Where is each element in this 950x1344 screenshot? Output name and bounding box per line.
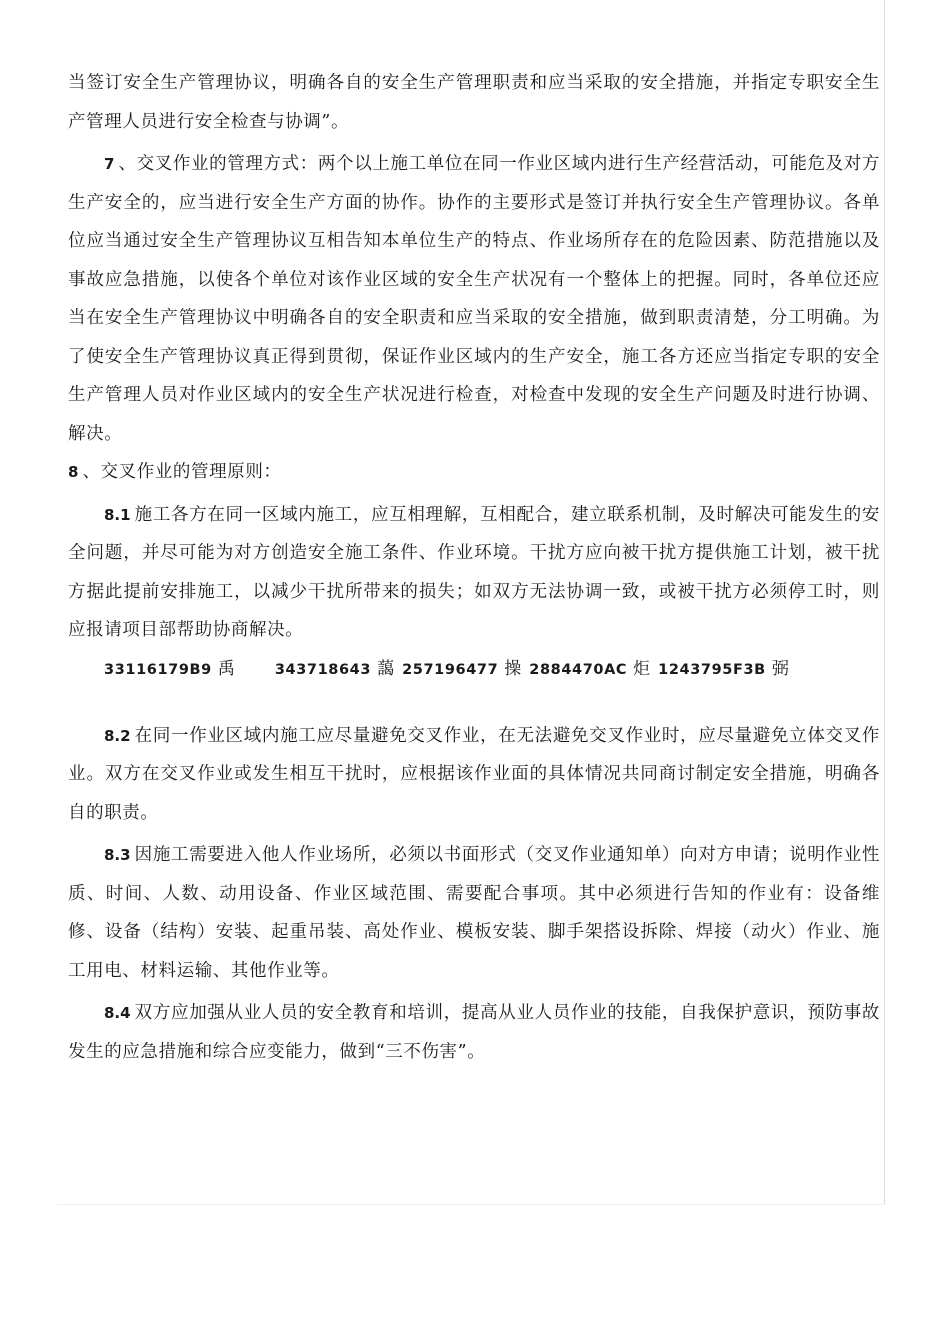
paragraph-text: 在同一作业区域内施工应尽量避免交叉作业，在无法避免交叉作业时，应尽量避免立体交叉作业。双方在交叉作业或发生相互干扰时，应根据该作业面的具体情况共同商讨制定安全措施，明确各自的职责。 bbox=[68, 725, 880, 823]
item-number: 8.4 bbox=[104, 1004, 131, 1022]
paragraph-text: 当签订安全生产管理协议，明确各自的安全生产管理职责和应当采取的安全措施，并指定专职安全生产管理人员进行安全检查与协调”。 bbox=[68, 73, 880, 132]
paragraph-text: 施工各方在同一区域内施工，应互相理解，互相配合，建立联系机制，及时解决可能发生的安全问题，并尽可能为对方创造安全施工条件、作业环境。干扰方应向被干扰方提供施工计划，被干扰方据此提前安排施工，以减少干扰所带来的损失；如双方无法协调一致，或被干扰方必须停工时，则应报请项目部帮助协商解决。 bbox=[68, 504, 880, 640]
paragraph-intro bbox=[68, 64, 880, 141]
item-number: 8.2 bbox=[104, 726, 131, 745]
heading-text: 、交叉作业的管理原则： bbox=[82, 462, 282, 482]
item-8-4-paragraph bbox=[68, 994, 880, 1071]
item-8-3-paragraph bbox=[68, 836, 880, 990]
code-1: 33116179B9 bbox=[104, 661, 212, 678]
item-8-2-paragraph bbox=[68, 717, 880, 833]
code-char-3: 操 bbox=[504, 658, 522, 679]
code-5: 1243795F3B bbox=[658, 661, 766, 678]
code-4: 2884470AC bbox=[529, 661, 628, 678]
paragraph-text: 因施工需要进入他人作业场所，必须以书面形式（交叉作业通知单）向对方申请；说明作业性质、时间、人数、动用设备、作业区域范围、需要配合事项。其中必须进行告知的作业有：设备维修、设备（结构）安装、起重吊装、高处作业、模板安装、脚手架搭设拆除、焊接（动火）作业、施工用电、材料运输、其他作业等。 bbox=[68, 845, 880, 981]
code-3: 257196477 bbox=[402, 661, 499, 678]
item-number: 8.3 bbox=[104, 846, 131, 864]
item-number: 8.1 bbox=[104, 505, 131, 524]
section-number: 8 bbox=[68, 463, 79, 481]
section-number: 7 bbox=[104, 155, 115, 173]
code-char-4: 炬 bbox=[633, 658, 651, 679]
section-8-heading bbox=[68, 453, 880, 492]
document-body bbox=[68, 64, 880, 1071]
item-8-1-paragraph bbox=[68, 496, 880, 650]
code-line bbox=[68, 650, 880, 689]
code-2: 343718643 bbox=[274, 661, 372, 678]
section-7-paragraph bbox=[68, 145, 880, 453]
paragraph-text: 双方应加强从业人员的安全教育和培训，提高从业人员作业的技能，自我保护意识，预防事故发生的应急措施和综合应变能力，做到“三不伤害”。 bbox=[68, 1003, 880, 1062]
code-char-5: 弼 bbox=[771, 658, 789, 679]
code-char-2: 藹 bbox=[377, 658, 395, 679]
code-char-1: 禹 bbox=[217, 658, 235, 679]
paragraph-text: 、交叉作业的管理方式：两个以上施工单位在同一作业区域内进行生产经营活动，可能危及对方生产安全的，应当进行安全生产方面的协作。协作的主要形式是签订并执行安全生产管理协议。各单位应当通过安全生产管理协议互相告知本单位生产的特点、作业场所存在的危险因素、防范措施以及事故应急措施，以使各个单位对该作业区域的安全生产状况有一个整体上的把握。同时，各单位还应当在安全生产管理协议中明确各自的安全职责和应当采取的安全措施，做到职责清楚，分工明确。为了使安全生产管理协议真正得到贯彻，保证作业区域内的生产安全，施工各方还应当指定专职的安全生产管理人员对作业区域内的安全生产状况进行检查，对检查中发现的安全生产问题及时进行协调、解决。 bbox=[68, 154, 880, 444]
